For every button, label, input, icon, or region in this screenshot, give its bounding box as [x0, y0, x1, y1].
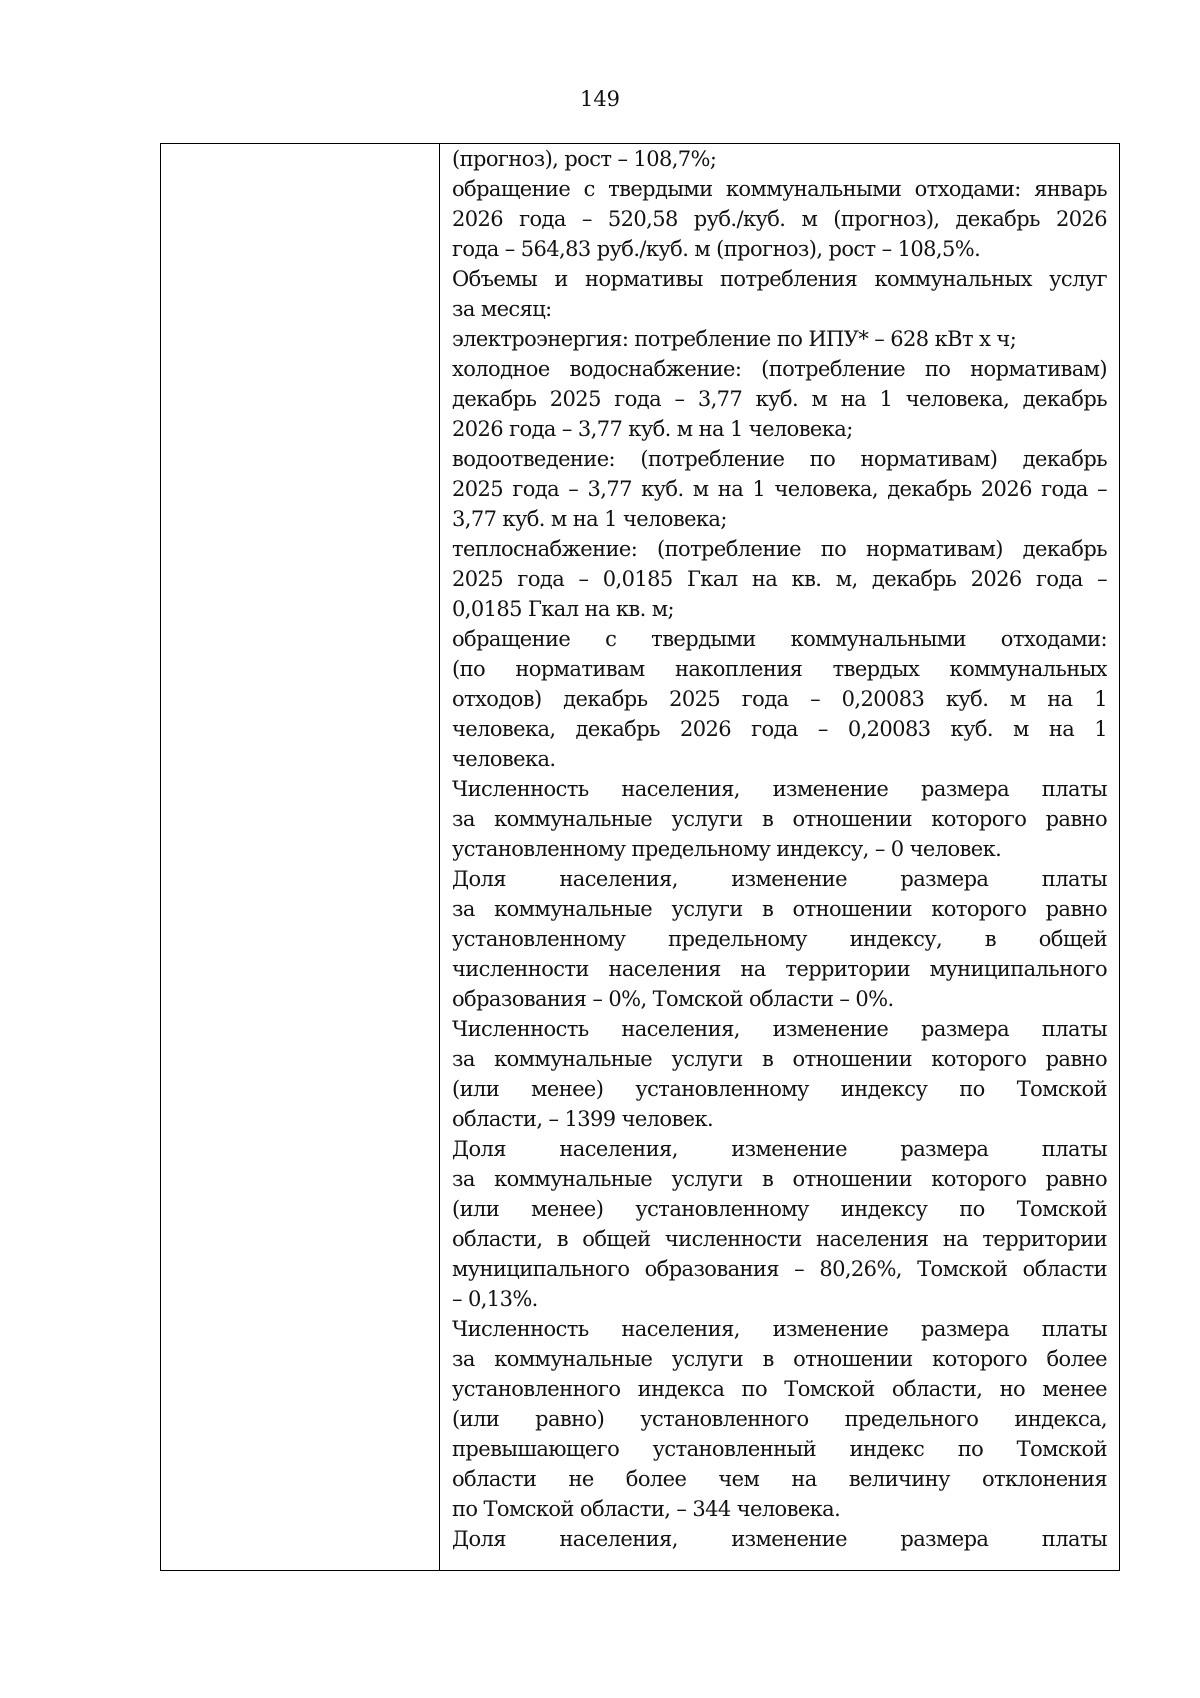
text-line: численности населения на территории муниципального	[452, 957, 1107, 981]
text-line: 3,77 куб. м на 1 человека;	[452, 507, 727, 531]
text-line: обращение с твердыми коммунальными отходами: январь	[452, 177, 1107, 201]
text-line: установленного индекса по Томской области, но менее	[452, 1377, 1107, 1401]
text-line: 2025 года – 0,0185 Гкал на кв. м, декабрь 2026 года –	[452, 567, 1107, 591]
text-line: (или менее) установленному индексу по Томской	[452, 1077, 1107, 1101]
text-line: (по нормативам накопления твердых коммунальных	[452, 657, 1107, 681]
text-line: человека, декабрь 2026 года – 0,20083 куб. м на 1	[452, 717, 1107, 741]
text-line: области, – 1399 человек.	[452, 1107, 714, 1131]
table-cell-right	[440, 144, 1119, 1570]
text-line: за коммунальные услуги в отношении которого равно	[452, 807, 1107, 831]
text-line: 2026 года – 520,58 руб./куб. м (прогноз), декабрь 2026	[452, 207, 1107, 231]
page-number: 149	[579, 87, 621, 111]
text-line: Доля населения, изменение размера платы	[452, 1137, 1107, 1161]
text-line: за коммунальные услуги в отношении которого равно	[452, 1047, 1107, 1071]
document-table	[160, 143, 1120, 1571]
text-line: области не более чем на величину отклонения	[452, 1467, 1107, 1491]
text-line: 2026 года – 3,77 куб. м на 1 человека;	[452, 417, 853, 441]
text-line: Объемы и нормативы потребления коммунальных услуг	[452, 267, 1107, 291]
text-line: человека.	[452, 747, 556, 771]
text-line: установленному предельному индексу, в общей	[452, 927, 1107, 951]
text-line: теплоснабжение: (потребление по нормативам) декабрь	[452, 537, 1107, 561]
text-line: (или менее) установленному индексу по Томской	[452, 1197, 1107, 1221]
text-line: декабрь 2025 года – 3,77 куб. м на 1 человека, декабрь	[452, 387, 1107, 411]
text-line: года – 564,83 руб./куб. м (прогноз), рост – 108,5%.	[452, 237, 981, 261]
text-line: 0,0185 Гкал на кв. м;	[452, 597, 675, 621]
text-line: муниципального образования – 80,26%, Томской области	[452, 1257, 1107, 1281]
text-line: за коммунальные услуги в отношении которого более	[452, 1347, 1107, 1371]
table-cell-left	[161, 144, 440, 1570]
text-line: превышающего установленный индекс по Томской	[452, 1437, 1107, 1461]
text-line: Численность населения, изменение размера платы	[452, 777, 1107, 801]
text-line: – 0,13%.	[452, 1287, 538, 1311]
text-line: (прогноз), рост – 108,7%;	[452, 147, 717, 171]
text-line: образования – 0%, Томской области – 0%.	[452, 987, 894, 1011]
text-line: области, в общей численности населения на территории	[452, 1227, 1107, 1251]
text-line: Численность населения, изменение размера платы	[452, 1017, 1107, 1041]
text-line: за месяц:	[452, 297, 552, 321]
text-line: холодное водоснабжение: (потребление по нормативам)	[452, 357, 1107, 381]
text-line: за коммунальные услуги в отношении которого равно	[452, 1167, 1107, 1191]
text-line: 2025 года – 3,77 куб. м на 1 человека, декабрь 2026 года –	[452, 477, 1107, 501]
text-line: Доля населения, изменение размера платы	[452, 867, 1107, 891]
text-line: обращение с твердыми коммунальными отходами:	[452, 627, 1107, 651]
text-line: (или равно) установленного предельного индекса,	[452, 1407, 1107, 1431]
text-line: установленному предельному индексу, – 0 человек.	[452, 837, 1002, 861]
text-line: Доля населения, изменение размера платы	[452, 1527, 1107, 1551]
text-line: отходов) декабрь 2025 года – 0,20083 куб. м на 1	[452, 687, 1107, 711]
text-line: водоотведение: (потребление по нормативам) декабрь	[452, 447, 1107, 471]
text-line: Численность населения, изменение размера платы	[452, 1317, 1107, 1341]
text-line: по Томской области, – 344 человека.	[452, 1497, 841, 1521]
text-line: за коммунальные услуги в отношении которого равно	[452, 897, 1107, 921]
text-line: электроэнергия: потребление по ИПУ* – 628 кВт х ч;	[452, 327, 1017, 351]
